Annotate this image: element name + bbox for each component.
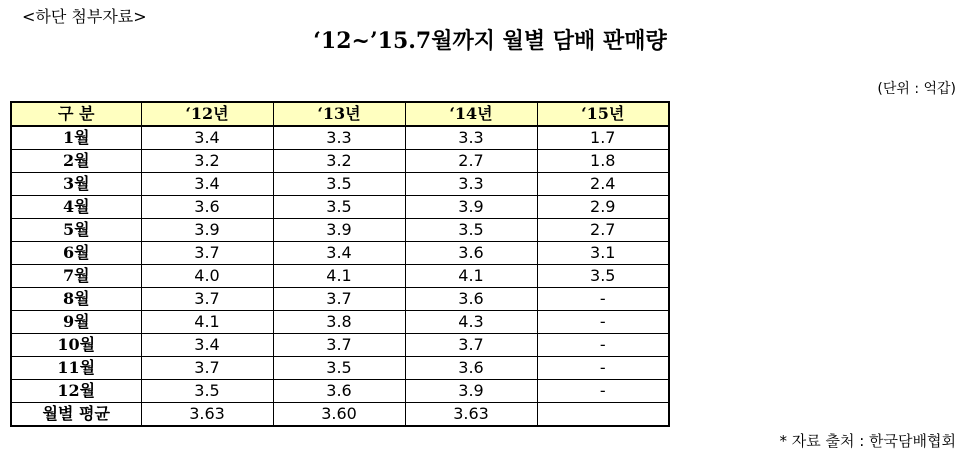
table-cell: - (537, 380, 669, 403)
table-cell: 3.4 (273, 242, 405, 265)
table-cell: 3.5 (273, 173, 405, 196)
table-cell: 3.9 (405, 380, 537, 403)
table-cell: 3.1 (537, 242, 669, 265)
table-cell: 3.4 (141, 126, 273, 150)
table-cell: 3.7 (273, 288, 405, 311)
table-cell: - (537, 311, 669, 334)
table-cell: 3.9 (141, 219, 273, 242)
table-cell: 3.7 (273, 334, 405, 357)
header-year-2015: ‘15년 (537, 102, 669, 126)
table-cell (537, 403, 669, 427)
table-cell: 3.7 (141, 242, 273, 265)
row-label: 4월 (11, 196, 141, 219)
table-cell: 3.5 (273, 357, 405, 380)
source-note: * 자료 출처 : 한국담배협회 (779, 432, 956, 450)
table-cell: 3.6 (405, 288, 537, 311)
table-row (11, 357, 669, 380)
header-year-2014: ‘14년 (405, 102, 537, 126)
row-label: 5월 (11, 219, 141, 242)
table-cell: 3.9 (273, 219, 405, 242)
row-label: 8월 (11, 288, 141, 311)
table-row (11, 126, 669, 150)
table-cell: 3.7 (141, 357, 273, 380)
table-cell: 3.3 (405, 126, 537, 150)
table-cell: 3.4 (141, 173, 273, 196)
table-cell: 1.8 (537, 150, 669, 173)
table-cell: 4.1 (273, 265, 405, 288)
table-cell: 3.8 (273, 311, 405, 334)
table-cell: 4.1 (141, 311, 273, 334)
table-cell: 2.7 (537, 219, 669, 242)
table-cell: 3.4 (141, 334, 273, 357)
row-label: 2월 (11, 150, 141, 173)
page-title: ‘12~’15.7월까지 월별 담배 판매량 (313, 28, 667, 54)
table-cell: 1.7 (537, 126, 669, 150)
table-row (11, 173, 669, 196)
table-cell: 3.63 (405, 403, 537, 427)
table-row (11, 334, 669, 357)
table-row (11, 242, 669, 265)
row-label: 1월 (11, 126, 141, 150)
table-cell: 4.3 (405, 311, 537, 334)
table-cell: 3.63 (141, 403, 273, 427)
table-body (11, 126, 669, 426)
table-row (11, 150, 669, 173)
table-cell: 3.6 (141, 196, 273, 219)
table-cell: 3.6 (405, 357, 537, 380)
cigarette-sales-table (10, 101, 670, 427)
table-header-row (11, 102, 669, 126)
table-row (11, 288, 669, 311)
unit-label: (단위 : 억갑) (877, 81, 956, 97)
row-label: 3월 (11, 173, 141, 196)
table-row (11, 265, 669, 288)
table-cell: 3.7 (141, 288, 273, 311)
table-cell: 3.9 (405, 196, 537, 219)
table-cell: 3.6 (405, 242, 537, 265)
table-row (11, 311, 669, 334)
table-cell: - (537, 357, 669, 380)
table-cell: 3.2 (141, 150, 273, 173)
row-label: 11월 (11, 357, 141, 380)
table-cell: 2.7 (405, 150, 537, 173)
table-cell: 3.3 (405, 173, 537, 196)
table-cell: - (537, 334, 669, 357)
header-category: 구 분 (11, 102, 141, 126)
table-cell: 3.7 (405, 334, 537, 357)
table-cell: 3.6 (273, 380, 405, 403)
header-year-2013: ‘13년 (273, 102, 405, 126)
table-cell: 4.1 (405, 265, 537, 288)
table-cell: 3.5 (141, 380, 273, 403)
row-label: 7월 (11, 265, 141, 288)
table-row (11, 403, 669, 427)
row-label: 12월 (11, 380, 141, 403)
row-label: 10월 (11, 334, 141, 357)
table-cell: 3.5 (537, 265, 669, 288)
header-year-2012: ‘12년 (141, 102, 273, 126)
row-label: 6월 (11, 242, 141, 265)
row-label: 월별 평균 (11, 403, 141, 427)
table-cell: 3.60 (273, 403, 405, 427)
table-cell: 2.9 (537, 196, 669, 219)
table-cell: 3.5 (405, 219, 537, 242)
attachment-note: <하단 첨부자료> (22, 7, 147, 26)
table-cell: 3.2 (273, 150, 405, 173)
table-cell: 4.0 (141, 265, 273, 288)
row-label: 9월 (11, 311, 141, 334)
table-row (11, 380, 669, 403)
table-cell: - (537, 288, 669, 311)
table-cell: 3.5 (273, 196, 405, 219)
table-cell: 3.3 (273, 126, 405, 150)
table-row (11, 196, 669, 219)
table-cell: 2.4 (537, 173, 669, 196)
table-row (11, 219, 669, 242)
